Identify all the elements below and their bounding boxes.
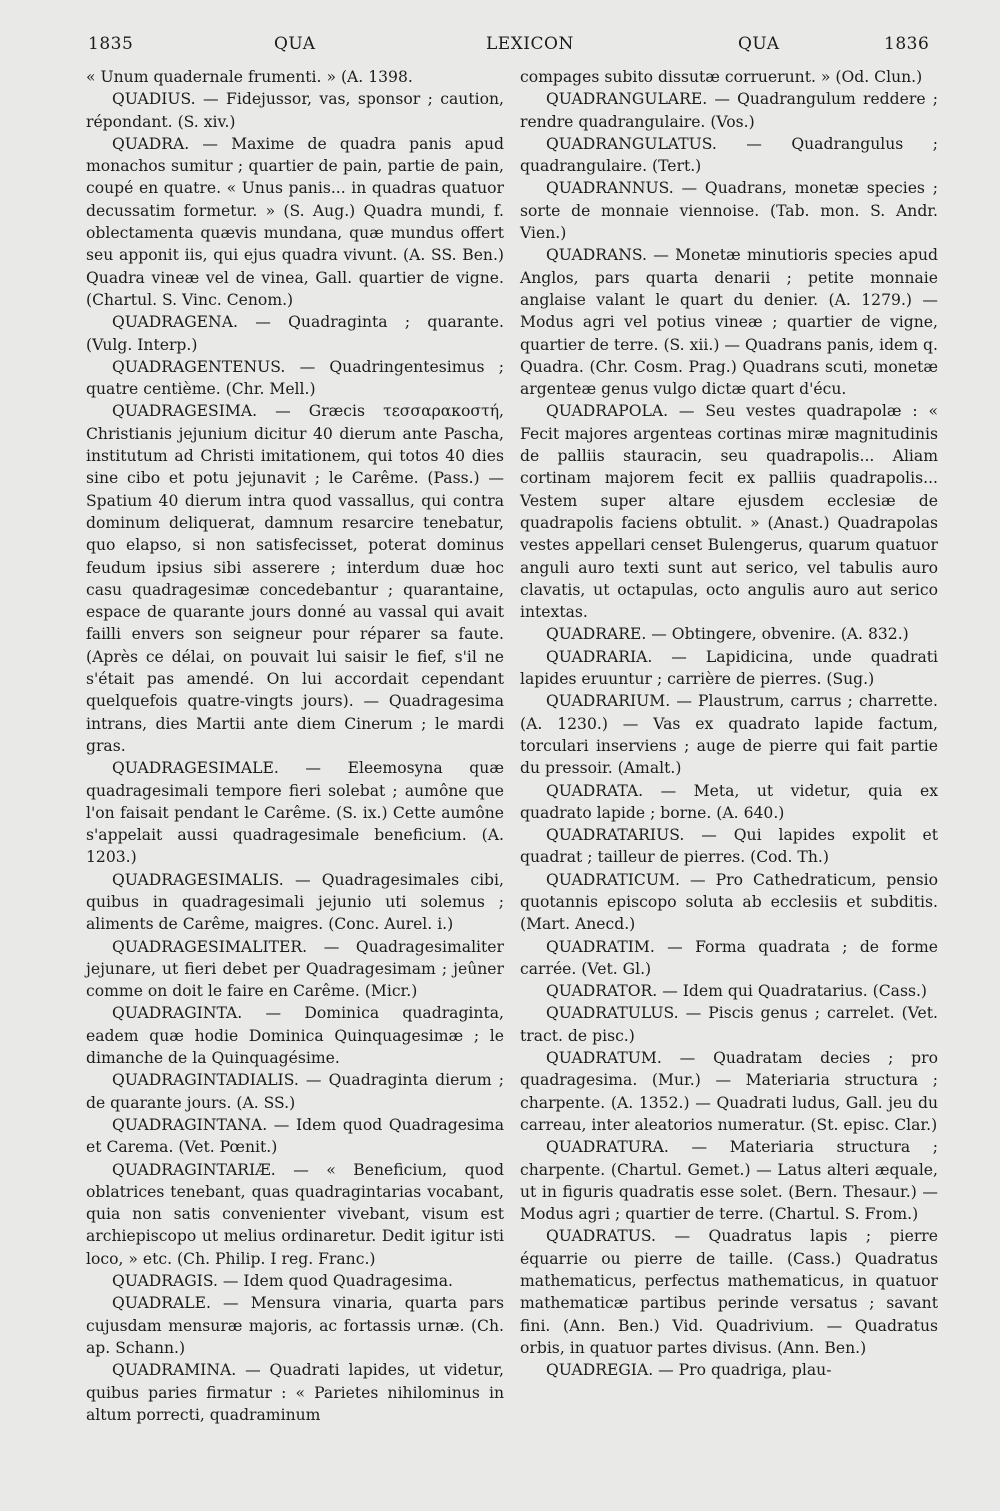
entry-quadragintariae: QUADRAGINTARIÆ. — « Beneficium, quod oblatrices tenebant, quas quadragintarias vocabant, quia non satis convenienter vivebant, visum est archiepiscopo ut melius ordinaretur. Dedit igitur isti loco, » etc. (Ch. Philip. I reg. Franc.) <box>86 1160 504 1268</box>
left-page-number: 1835 <box>88 34 134 54</box>
entry-continuation: « Unum quadernale frumenti. » (A. 1398. <box>86 68 413 86</box>
entry-quadraginta: QUADRAGINTA. — Dominica quadraginta, eadem quæ hodie Dominica Quinquagesimæ ; le dimanche de la Quinquagésime. <box>86 1004 504 1068</box>
entry-quadratulus: QUADRATULUS. — Piscis genus ; carrelet. (Vet. tract. de pisc.) <box>520 1004 938 1045</box>
entry-quadraticum: QUADRATICUM. — Pro Cathedraticum, pensio quotannis episcopo soluta ab ecclesiis et subditis. (Mart. Anecd.) <box>520 870 938 934</box>
entry-continuation: compages subito dissutæ corruerunt. » (Od. Clun.) <box>520 68 923 86</box>
entry-quadius: QUADIUS. — Fidejussor, vas, sponsor ; caution, répondant. (S. xiv.) <box>86 90 504 131</box>
entry-quadrans: QUADRANS. — Monetæ minutioris species apud Anglos, pars quarta denarii ; petite monnaie anglaise valant le quart du denier. (A. 1279.) — Modus agri vel potius vineæ ; quartier de vigne, quartier de terre. (S. xii.) — Quadrans panis, idem q. Quadra. (Chr. Cosm. Prag.) Quadrans scuti, monetæ argenteæ genus vulgo dictæ quart d'écu. <box>520 246 938 399</box>
entry-quadratura: QUADRATURA. — Materiaria structura ; charpente. (Chartul. Gemet.) — Latus alteri æquale, ut in figuris quadratis esse solet. (Bern. Thesaur.) — Modus agri ; quartier de terre. (Chartul. S. From.) <box>520 1138 938 1224</box>
left-running-head: QUA <box>274 34 316 54</box>
entry-quadragesimalis: QUADRAGESIMALIS. — Quadragesimales cibi, quibus in quadragesimali jejunio uti solemus ; aliments de Carême, maigres. (Conc. Aurel. i.) <box>86 870 504 934</box>
entry-quadratim: QUADRATIM. — Forma quadrata ; de forme carrée. (Vet. Gl.) <box>520 937 938 978</box>
entry-quadragentenus: QUADRAGENTENUS. — Quadringentesimus ; quatre centième. (Chr. Mell.) <box>86 357 504 399</box>
entry-quadregia: QUADREGIA. — Pro quadriga, plau- <box>546 1361 832 1380</box>
right-page-number: 1836 <box>884 34 930 54</box>
entry-quadragintadialis: QUADRAGINTADIALIS. — Quadraginta dierum ; de quarante jours. (A. SS.) <box>86 1071 504 1112</box>
entry-quadrator: QUADRATOR. — Idem qui Quadratarius. (Cass.) <box>546 982 928 1001</box>
right-column <box>520 66 938 1382</box>
entry-quadramina: QUADRAMINA. — Quadrati lapides, ut videtur, quibus paries firmatur : « Parietes nihilominus in altum porrecti, quadraminum <box>86 1361 504 1424</box>
entry-quadrare: QUADRARE. — Obtingere, obvenire. (A. 832.) <box>546 625 909 644</box>
center-title: LEXICON <box>486 34 574 54</box>
entry-quadratum: QUADRATUM. — Quadratam decies ; pro quadragesima. (Mur.) — Materiaria structura ; charpente. (A. 1352.) — Quadrati ludus, Gall. jeu du carreau, inter aleatorios numeratur. (St. episc. Clar.) <box>520 1049 938 1134</box>
running-header <box>0 34 1000 64</box>
entry-quadrapola: QUADRAPOLA. — Seu vestes quadrapolæ : « Fecit majores argenteas cortinas miræ magnitudinis de palliis stauracin, seu quadrapolis... Aliam cortinam majorem fecit ex palliis quadrapolis... Vestem super altare ejusdem ecclesiæ de quadrapolis faciens obtulit. » (Anast.) Quadrapolas vestes appellari censet Bulengerus, quarum quatuor anguli auro texti sunt aut serico, vel tabulis auro clavatis, ut octapulas, octo angulis auro aut serico intextas. <box>520 402 938 622</box>
entry-quadraria: QUADRARIA. — Lapidicina, unde quadrati lapides eruuntur ; carrière de pierres. (Sug.) <box>520 647 938 689</box>
entry-quadrannus: QUADRANNUS. — Quadrans, monetæ species ; sorte de monnaie viennoise. (Tab. mon. S. Andr. Vien.) <box>520 179 938 243</box>
entry-quadragena: QUADRAGENA. — Quadraginta ; quarante. (Vulg. Interp.) <box>86 313 504 354</box>
entry-quadragesima: QUADRAGESIMA. — Græcis τεσσαρακοστή, Christianis jejunium dicitur 40 dierum ante Pascha, institutum ad Christi imitationem, qui totos 40 dies sine cibo et potu jejunavit ; le Carême. (Pass.) — Spatium 40 dierum intra quod vassallus, qui contra dominum deliquerat, damnum resarcire tenebatur, quo elapso, si non satisfecisset, poterat dominus feudum ipsius sibi asserere ; interdum duæ hoc casu quadragesimæ concedebantur ; quarantaine, espace de quarante jours donné au vassal qui avait failli envers son seigneur pour réparer sa faute. (Après ce délai, on pouvait lui saisir le fief, s'il ne s'était pas amendé. On lui accordait cependant quelquefois quatre-vingts jours). — Quadragesima intrans, dies Martii ante diem Cinerum ; le mardi gras. <box>86 402 504 755</box>
entry-quadrarium: QUADRARIUM. — Plaustrum, carrus ; charrette. (A. 1230.) — Vas ex quadrato lapide factum, torculari inserviens ; auge de pierre qui fait partie du pressoir. (Amalt.) <box>520 692 938 778</box>
entry-quadrangulare: QUADRANGULARE. — Quadrangulum reddere ; rendre quadrangulaire. (Vos.) <box>520 90 938 131</box>
entry-quadrata: QUADRATA. — Meta, ut videtur, quia ex quadrato lapide ; borne. (A. 640.) <box>520 781 938 822</box>
entry-quadra: QUADRA. — Maxime de quadra panis apud monachos sumitur ; quartier de pain, partie de pain, coupé en quatre. « Unus panis... in quadras quatuor decussatim formetur. » (S. Aug.) Quadra mundi, f. oblectamenta quævis mundana, quæ mundus offert seu apponit iis, qui ejus quadra vivunt. (A. SS. Ben.) Quadra vineæ vel de vinea, Gall. quartier de vigne. (Chartul. S. Vinc. Cenom.) <box>86 134 504 309</box>
entry-quadragis: QUADRAGIS. — Idem quod Quadragesima. <box>112 1272 453 1291</box>
entry-quadragesimale: QUADRAGESIMALE. — Eleemosyna quæ quadragesimali tempore fieri solebat ; aumône que l'on faisait pendant le Carême. (S. ix.) Cette aumône s'appelait aussi quadragesimale beneficium. (A. 1203.) <box>86 759 504 867</box>
entry-quadratus: QUADRATUS. — Quadratus lapis ; pierre équarrie ou pierre de taille. (Cass.) Quadratus mathematicus, perfectus mathematicus, in quatuor mathematicæ partibus perinde versatus ; savant fini. (Ann. Ben.) Vid. Quadrivium. — Quadratus orbis, in quatuor partes divisus. (Ann. Ben.) <box>520 1227 938 1357</box>
entry-quadrangulatus: QUADRANGULATUS. — Quadrangulus ; quadrangulaire. (Tert.) <box>520 134 938 176</box>
entry-quadragintana: QUADRAGINTANA. — Idem quod Quadragesima et Carema. (Vet. Pœnit.) <box>86 1115 504 1157</box>
entry-quadratarius: QUADRATARIUS. — Qui lapides expolit et quadrat ; tailleur de pierres. (Cod. Th.) <box>520 826 938 867</box>
entry-quadragesimaliter: QUADRAGESIMALITER. — Quadragesimaliter jejunare, ut fieri debet per Quadragesimam ; jeûner comme on doit le faire en Carême. (Micr.) <box>86 937 504 1001</box>
left-column <box>86 66 504 1426</box>
entry-quadrale: QUADRALE. — Mensura vinaria, quarta pars cujusdam mensuræ majoris, ac fortassis urnæ. (Ch. ap. Schann.) <box>86 1294 504 1357</box>
right-running-head: QUA <box>738 34 780 54</box>
